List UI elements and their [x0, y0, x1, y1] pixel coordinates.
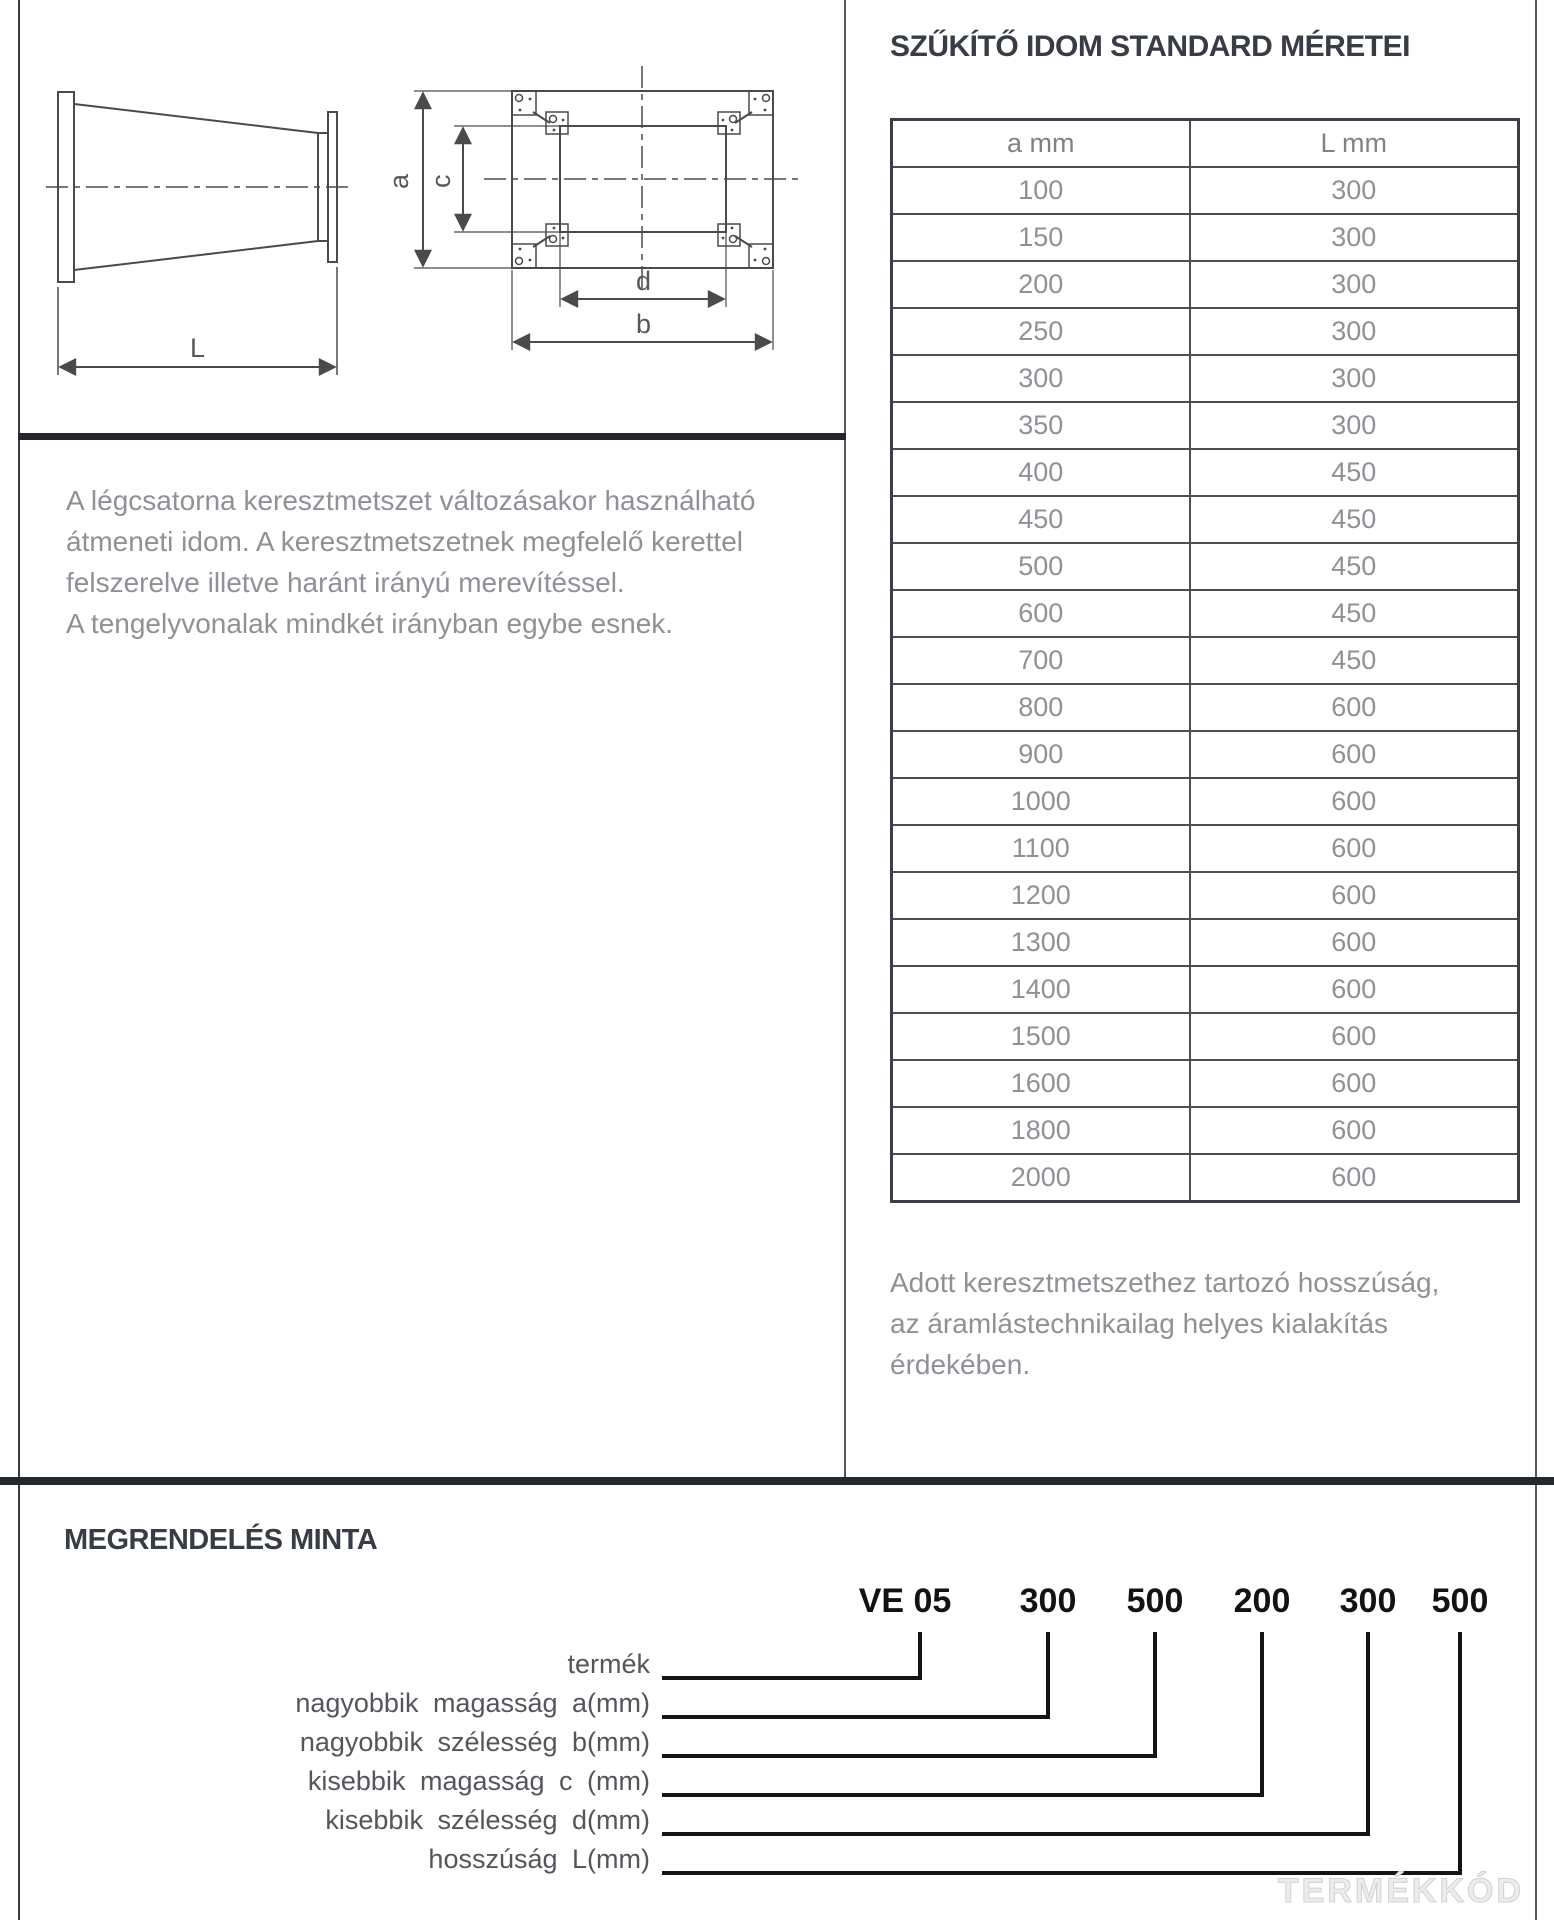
table-cell: 300 — [892, 355, 1190, 402]
product-code-part: 300 — [1019, 1582, 1077, 1620]
technical-drawing — [18, 0, 846, 437]
table-cell: 350 — [892, 402, 1190, 449]
table-row — [892, 731, 1519, 778]
table-header: L mm — [1190, 120, 1519, 168]
table-cell: 450 — [892, 496, 1190, 543]
table-cell: 600 — [1190, 778, 1519, 825]
table-cell: 600 — [1190, 825, 1519, 872]
table-cell: 1000 — [892, 778, 1190, 825]
watermark-termekkod: TERMÉKKÓD — [1277, 1872, 1524, 1910]
dim-label-a: a — [384, 173, 414, 189]
note-line: Adott keresztmetszethez tartozó hosszúság, — [890, 1267, 1440, 1298]
table-cell: 800 — [892, 684, 1190, 731]
field-label: nagyobbik magasság a(mm) — [295, 1688, 650, 1718]
table-row — [892, 1154, 1519, 1202]
table-note — [890, 1262, 1439, 1385]
table-cell: 300 — [1190, 261, 1519, 308]
description-line: átmeneti idom. A keresztmetszetnek megfelelő kerettel — [66, 526, 743, 557]
table-cell: 450 — [1190, 637, 1519, 684]
product-code-part: VE 05 — [858, 1582, 952, 1620]
table-row — [892, 496, 1519, 543]
note-line: érdekében. — [890, 1349, 1031, 1380]
field-label: kisebbik szélesség d(mm) — [325, 1805, 650, 1835]
dim-label-b: b — [636, 309, 652, 339]
table-cell: 2000 — [892, 1154, 1190, 1202]
table-row — [892, 590, 1519, 637]
product-description — [66, 480, 755, 644]
table-cell: 1800 — [892, 1107, 1190, 1154]
table-cell: 600 — [1190, 1060, 1519, 1107]
dim-label-d: d — [636, 266, 652, 296]
table-cell: 300 — [1190, 402, 1519, 449]
field-label: kisebbik magasság c (mm) — [307, 1766, 650, 1796]
table-row — [892, 684, 1519, 731]
table-cell: 450 — [1190, 590, 1519, 637]
table-cell: 600 — [1190, 1107, 1519, 1154]
table-cell: 1400 — [892, 966, 1190, 1013]
table-row — [892, 261, 1519, 308]
section-divider-bar — [0, 1477, 1554, 1485]
table-row — [892, 966, 1519, 1013]
table-cell: 600 — [1190, 1154, 1519, 1202]
product-code-part: 500 — [1431, 1582, 1489, 1620]
table-row — [892, 1060, 1519, 1107]
table-cell: 1200 — [892, 872, 1190, 919]
table-row — [892, 825, 1519, 872]
product-code-part: 300 — [1339, 1582, 1397, 1620]
table-row — [892, 402, 1519, 449]
table-cell: 200 — [892, 261, 1190, 308]
table-row — [892, 637, 1519, 684]
table-row — [892, 449, 1519, 496]
dim-label-L: L — [190, 333, 206, 363]
table-row — [892, 778, 1519, 825]
table-title: SZŰKÍTŐ IDOM STANDARD MÉRETEI — [890, 30, 1410, 63]
table-row — [892, 543, 1519, 590]
table-cell: 250 — [892, 308, 1190, 355]
product-code-part: 200 — [1233, 1582, 1291, 1620]
description-line: felszerelve illetve haránt irányú merevítéssel. — [66, 567, 625, 598]
table-header-row — [892, 120, 1519, 168]
table-cell: 600 — [892, 590, 1190, 637]
table-cell: 450 — [1190, 496, 1519, 543]
table-cell: 300 — [1190, 214, 1519, 261]
table-row — [892, 872, 1519, 919]
field-label: termék — [567, 1649, 650, 1679]
table-cell: 500 — [892, 543, 1190, 590]
table-cell: 450 — [1190, 449, 1519, 496]
table-cell: 900 — [892, 731, 1190, 778]
table-row — [892, 308, 1519, 355]
table-row — [892, 355, 1519, 402]
table-cell: 600 — [1190, 684, 1519, 731]
table-cell: 300 — [1190, 355, 1519, 402]
table-cell: 1500 — [892, 1013, 1190, 1060]
note-line: az áramlástechnikailag helyes kialakítás — [890, 1308, 1389, 1339]
order-section-title: MEGRENDELÉS MINTA — [64, 1524, 378, 1556]
dim-label-c: c — [426, 174, 456, 188]
table-cell: 1100 — [892, 825, 1190, 872]
table-row — [892, 214, 1519, 261]
table-cell: 100 — [892, 167, 1190, 214]
table-cell: 600 — [1190, 919, 1519, 966]
table-cell: 150 — [892, 214, 1190, 261]
description-line: A légcsatorna keresztmetszet változásakor használható — [66, 485, 756, 516]
front-view — [414, 66, 802, 350]
table-cell: 600 — [1190, 731, 1519, 778]
field-label: nagyobbik szélesség b(mm) — [299, 1727, 650, 1757]
table-cell: 1300 — [892, 919, 1190, 966]
table-cell: 700 — [892, 637, 1190, 684]
product-code-part: 500 — [1126, 1582, 1184, 1620]
table-row — [892, 1107, 1519, 1154]
table-row — [892, 919, 1519, 966]
dimension-table — [890, 118, 1520, 1203]
table-cell: 450 — [1190, 543, 1519, 590]
table-cell: 600 — [1190, 966, 1519, 1013]
table-cell: 1600 — [892, 1060, 1190, 1107]
table-cell: 400 — [892, 449, 1190, 496]
description-line: A tengelyvonalak mindkét irányban egybe esnek. — [66, 608, 674, 639]
table-row — [892, 1013, 1519, 1060]
table-header: a mm — [892, 120, 1190, 168]
table-cell: 300 — [1190, 167, 1519, 214]
table-cell: 600 — [1190, 872, 1519, 919]
field-label: hosszúság L(mm) — [428, 1844, 650, 1874]
table-row — [892, 167, 1519, 214]
table-cell: 300 — [1190, 308, 1519, 355]
table-cell: 600 — [1190, 1013, 1519, 1060]
code-connector-lines — [0, 1560, 1554, 1920]
